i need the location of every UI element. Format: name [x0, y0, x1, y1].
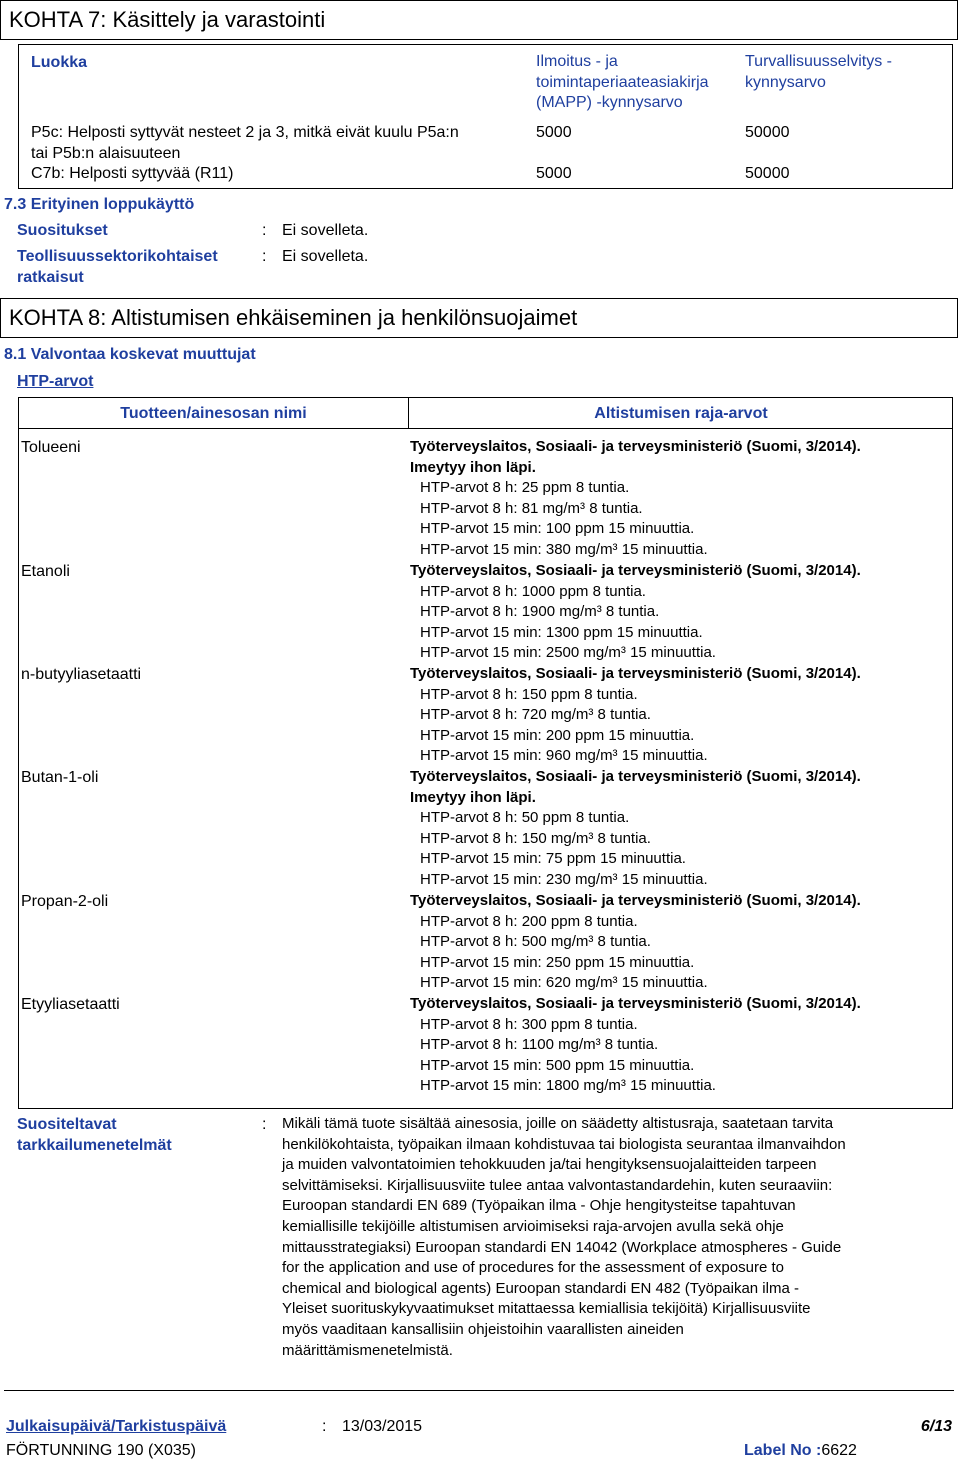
col-header-luokka: Luokka: [31, 54, 88, 71]
table-row: Työterveyslaitos, Sosiaali- ja terveysministeriö (Suomi, 3/2014). HTP-arvot 8 h: 300 ppm 8 tuntia. HTP-arvot 8 h: 1100 mg/m³ 8 tuntia. HTP-arvot 15 min: 500 ppm 15 minuuttia. HTP-arvot 15 min: 1800 mg/m³ 15 minuuttia.: [410, 995, 861, 1095]
monitoring-label: Suositeltavat tarkkailumenetelmät: [17, 1116, 172, 1154]
table-row: Työterveyslaitos, Sosiaali- ja terveysministeriö (Suomi, 3/2014). HTP-arvot 8 h: 150 ppm 8 tuntia. HTP-arvot 8 h: 720 mg/m³ 8 tuntia. HTP-arvot 15 min: 200 ppm 15 minuuttia. HTP-arvot 15 min: 960 mg/m³ 15 minuuttia.: [410, 665, 861, 765]
col-header-limits: Altistumisen raja-arvot: [594, 405, 768, 422]
field-colon: :: [262, 248, 267, 265]
field-colon: :: [262, 222, 267, 239]
monitoring-text: Mikäli tämä tuote sisältää ainesosia, joille on säädetty altistusraja, saatetaan tarvita henkilökohtaista, työpaikan ilmaan kohdistuvaa tai biologista seurantaa ilmanvaihdon ja muiden valvontatoimien tehokkuuden ja/tai hengityksensuojalaitteiden tarpeen selvittämiseksi. Kirjallisuusviite tulee antaa valvontastandardehin, kuten seuraaviin: Euroopan standardi EN 689 (Työpaikan ilma - Ohje hengitysteitse tapahtuvan kemiallisille tekijöille altistumisen arvioimiseksi raja-arvojen avulla sekä ohje mittausstrategiaksi) Euroopan standardi EN 14042 (Workplace atmospheres - Guide for the application and use of procedures for the assessment of exposure to chemical and biological agents) Euroopan standardi EN 482 (Työpaikan ilma - Yleiset suorituskykyvaatimukset mitattaessa kemiallisia tekijöitä) Kirjallisuusviite myös vaaditaan kansallisiin ohjeistoihin vaarallisten aineiden määrittämismenetelmistä.: [282, 1115, 846, 1359]
table-row: Työterveyslaitos, Sosiaali- ja terveysministeriö (Suomi, 3/2014). HTP-arvot 8 h: 200 ppm 8 tuntia. HTP-arvot 8 h: 500 mg/m³ 8 tuntia. HTP-arvot 15 min: 250 ppm 15 minuuttia. HTP-arvot 15 min: 620 mg/m³ 15 minuuttia.: [410, 892, 861, 992]
table-row: Työterveyslaitos, Sosiaali- ja terveysministeriö (Suomi, 3/2014). HTP-arvot 8 h: 1000 ppm 8 tuntia. HTP-arvot 8 h: 1900 mg/m³ 8 tuntia. HTP-arvot 15 min: 1300 ppm 15 minuuttia. HTP-arvot 15 min: 2500 mg/m³ 15 minuuttia.: [410, 562, 861, 662]
label-no-value: 6622: [821, 1442, 857, 1459]
section7-table: [18, 44, 953, 189]
row-turv-value: 50000: [745, 165, 790, 182]
product-name: FÖRTUNNING 190 (X035): [6, 1442, 196, 1459]
substance-name: Tolueeni: [21, 439, 81, 456]
label-no: [744, 1440, 857, 1461]
table-row: C7b: Helposti syttyvää (R11): [31, 165, 234, 182]
subsection-8-1: 8.1 Valvontaa koskevat muuttujat: [4, 346, 256, 363]
table-row: Työterveyslaitos, Sosiaali- ja terveysministeriö (Suomi, 3/2014). Imeytyy ihon läpi. HTP-arvot 8 h: 25 ppm 8 tuntia. HTP-arvot 8 h: 81 mg/m³ 8 tuntia. HTP-arvot 15 min: 100 ppm 15 minuuttia. HTP-arvot 15 min: 380 mg/m³ 15 minuuttia.: [410, 438, 861, 558]
field-value-suositukset: Ei sovelleta.: [282, 222, 369, 239]
row-mapp-value: 5000: [536, 124, 572, 141]
footer-date-value: 13/03/2015: [342, 1418, 423, 1435]
footer-divider: [4, 1390, 954, 1391]
col-header-turv: Turvallisuusselvitys - kynnysarvo: [745, 53, 892, 91]
section8-title: KOHTA 8: Altistumisen ehkäiseminen ja henkilönsuojaimet: [0, 298, 958, 338]
subsection-7-3: 7.3 Erityinen loppukäyttö: [4, 196, 195, 213]
field-label-teollisuus: Teollisuussektorikohtaiset ratkaisut: [17, 248, 218, 286]
footer-date-label: Julkaisupäivä/Tarkistuspäivä: [6, 1418, 227, 1435]
field-label-suositukset: Suositukset: [17, 222, 108, 239]
substance-name: Butan-1-oli: [21, 769, 99, 786]
htp-heading: HTP-arvot: [17, 373, 94, 390]
col-header-mapp: Ilmoitus - ja toimintaperiaateasiakirja (MAPP) -kynnysarvo: [536, 53, 709, 111]
section7-title: KOHTA 7: Käsittely ja varastointi: [0, 0, 958, 40]
field-colon: :: [262, 1116, 267, 1133]
row-mapp-value: 5000: [536, 165, 572, 182]
table-row: P5c: Helposti syttyvät nesteet 2 ja 3, mitkä eivät kuulu P5a:n tai P5b:n alaisuuteen: [31, 124, 459, 162]
table-row: Työterveyslaitos, Sosiaali- ja terveysministeriö (Suomi, 3/2014). Imeytyy ihon läpi. HTP-arvot 8 h: 50 ppm 8 tuntia. HTP-arvot 8 h: 150 mg/m³ 8 tuntia. HTP-arvot 15 min: 75 ppm 15 minuuttia. HTP-arvot 15 min: 230 mg/m³ 15 minuuttia.: [410, 768, 861, 888]
substance-name: Etanoli: [21, 563, 70, 580]
col-header-name: Tuotteen/ainesosan nimi: [120, 405, 307, 422]
substance-name: n-butyyliasetaatti: [21, 666, 142, 683]
substance-name: Etyyliasetaatti: [21, 996, 120, 1013]
field-value-teollisuus: Ei sovelleta.: [282, 248, 369, 265]
substance-name: Propan-2-oli: [21, 893, 109, 910]
label-no-label: Label No :: [744, 1442, 822, 1459]
page-number: 6/13: [920, 1418, 952, 1435]
row-turv-value: 50000: [745, 124, 790, 141]
field-colon: :: [322, 1418, 327, 1435]
table-divider: [19, 428, 952, 429]
